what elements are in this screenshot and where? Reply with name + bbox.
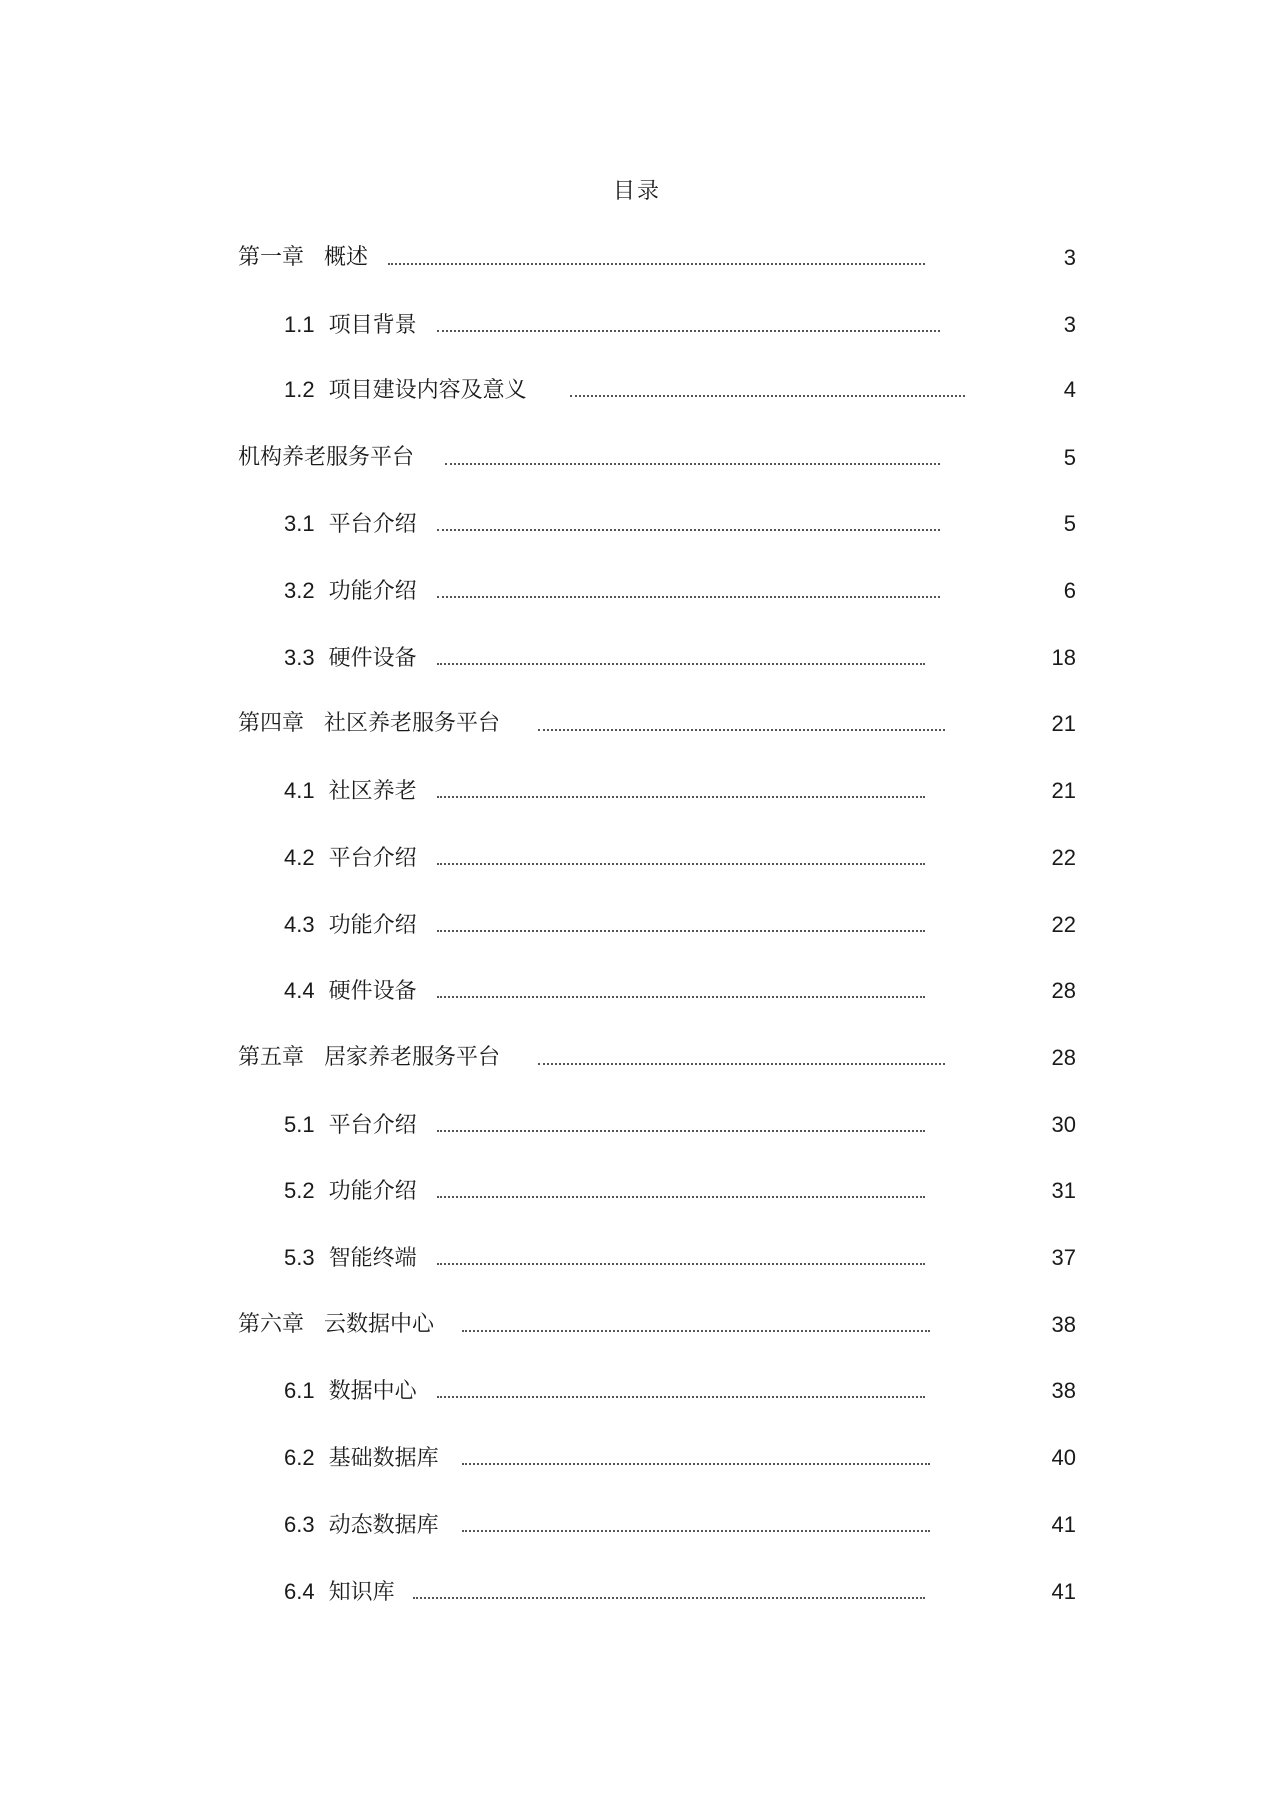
toc-section-number: 1.2 [284, 377, 315, 402]
toc-page-number: 31 [1051, 1178, 1076, 1203]
toc-page-number: 38 [1051, 1312, 1076, 1337]
toc-dot-leader [538, 729, 945, 731]
toc-page-number: 22 [1051, 845, 1076, 870]
toc-page-number: 6 [1063, 578, 1076, 603]
toc-entry-label [284, 308, 417, 343]
toc-entry-label [284, 1174, 417, 1209]
toc-section-entry[interactable] [0, 1108, 1274, 1142]
toc-entry-text: 平台介绍 [328, 1113, 417, 1138]
toc-entry-text: 功能介绍 [328, 579, 417, 604]
toc-section-number: 4.2 [284, 845, 315, 870]
toc-dot-leader [437, 930, 925, 932]
toc-dot-leader [437, 663, 925, 665]
toc-dot-leader [437, 1263, 925, 1265]
toc-page-number: 3 [1063, 312, 1076, 337]
toc-page-number: 4 [1063, 377, 1076, 402]
toc-section-number: 6.2 [284, 1445, 315, 1470]
toc-entry-label [284, 1241, 417, 1276]
toc-entry-text: 平台介绍 [328, 512, 417, 537]
toc-section-number: 6.4 [284, 1579, 315, 1604]
toc-dot-leader [538, 1063, 945, 1065]
toc-title: 目录 [612, 179, 661, 204]
toc-section-entry[interactable] [0, 1241, 1274, 1275]
toc-entry-label [284, 1108, 417, 1143]
toc-entry-text: 智能终端 [328, 1246, 417, 1271]
toc-entry-label [284, 908, 417, 943]
toc-entry-text: 云数据中心 [324, 1312, 435, 1337]
toc-dot-leader [437, 1196, 925, 1198]
toc-section-entry[interactable] [0, 1374, 1274, 1408]
toc-dot-leader [437, 863, 925, 865]
toc-entry-label [284, 1441, 439, 1476]
toc-entry-label [284, 641, 417, 676]
toc-dot-leader [437, 529, 940, 531]
toc-entry-text: 硬件设备 [328, 979, 417, 1004]
toc-section-entry[interactable] [0, 574, 1274, 608]
toc-entry-label [284, 974, 417, 1009]
toc-chapter-prefix: 第六章 [238, 1312, 305, 1337]
toc-entry-text: 知识库 [328, 1580, 395, 1605]
toc-chapter-prefix: 第五章 [238, 1045, 305, 1070]
toc-dot-leader [437, 996, 925, 998]
toc-section-number: 4.1 [284, 778, 315, 803]
toc-section-entry[interactable] [0, 1575, 1274, 1609]
toc-dot-leader [437, 1130, 925, 1132]
toc-entry-text: 概述 [324, 245, 369, 270]
toc-entry-text: 平台介绍 [328, 846, 417, 871]
toc-dot-leader [413, 1597, 925, 1599]
toc-page-number: 28 [1051, 978, 1076, 1003]
toc-entry-label [284, 1374, 417, 1409]
toc-dot-leader [462, 1330, 930, 1332]
toc-section-entry[interactable] [0, 774, 1274, 808]
toc-section-number: 4.3 [284, 912, 315, 937]
toc-entry-label [284, 507, 417, 542]
toc-entry-text: 数据中心 [328, 1379, 417, 1404]
toc-entry-label [284, 1508, 439, 1543]
toc-section-entry[interactable] [0, 373, 1274, 407]
toc-chapter-prefix: 第四章 [238, 711, 305, 736]
toc-dot-leader [388, 263, 925, 265]
toc-page-number: 41 [1051, 1512, 1076, 1537]
toc-entry-label [284, 774, 417, 809]
toc-entry-label [238, 1308, 434, 1342]
toc-chapter-entry[interactable] [0, 1308, 1274, 1342]
toc-section-number: 3.3 [284, 645, 315, 670]
toc-section-number: 4.4 [284, 978, 315, 1003]
toc-section-entry[interactable] [0, 908, 1274, 942]
toc-dot-leader [570, 395, 965, 397]
toc-dot-leader [462, 1530, 930, 1532]
toc-dot-leader [462, 1463, 930, 1465]
toc-entry-label [238, 1041, 500, 1075]
toc-section-number: 1.1 [284, 312, 315, 337]
toc-entry-text: 功能介绍 [328, 1179, 417, 1204]
toc-entry-label [238, 241, 368, 275]
toc-entry-label [238, 441, 414, 475]
toc-chapter-prefix: 第一章 [238, 245, 305, 270]
toc-page-number: 28 [1051, 1045, 1076, 1070]
toc-dot-leader [445, 463, 940, 465]
toc-section-entry[interactable] [0, 1174, 1274, 1208]
toc-entry-label [238, 707, 500, 741]
toc-entry-label [284, 841, 417, 876]
toc-page-number: 22 [1051, 912, 1076, 937]
toc-section-entry[interactable] [0, 1441, 1274, 1475]
toc-chapter-entry[interactable] [0, 241, 1274, 275]
toc-section-number: 3.1 [284, 511, 315, 536]
toc-section-entry[interactable] [0, 641, 1274, 675]
toc-entry-text: 功能介绍 [328, 913, 417, 938]
toc-entry-text: 硬件设备 [328, 646, 417, 671]
toc-page-number: 40 [1051, 1445, 1076, 1470]
toc-entry-text: 项目建设内容及意义 [328, 378, 527, 403]
toc-entry-text: 机构养老服务平台 [238, 445, 415, 470]
toc-entry-label [284, 574, 417, 609]
toc-page-number: 41 [1051, 1579, 1076, 1604]
toc-entry-text: 项目背景 [328, 313, 417, 338]
toc-page-number: 37 [1051, 1245, 1076, 1270]
toc-page-number: 21 [1051, 778, 1076, 803]
toc-section-number: 5.3 [284, 1245, 315, 1270]
toc-page-number: 30 [1051, 1112, 1076, 1137]
toc-entry-text: 基础数据库 [328, 1446, 439, 1471]
toc-entry-label [284, 373, 527, 408]
toc-section-entry[interactable] [0, 1508, 1274, 1542]
toc-dot-leader [437, 596, 940, 598]
toc-chapter-entry[interactable] [0, 1041, 1274, 1075]
toc-chapter-entry[interactable] [0, 441, 1274, 475]
toc-entry-text: 动态数据库 [328, 1513, 439, 1538]
toc-section-entry[interactable] [0, 841, 1274, 875]
toc-section-number: 5.1 [284, 1112, 315, 1137]
toc-page-number: 5 [1063, 511, 1076, 536]
toc-section-number: 5.2 [284, 1178, 315, 1203]
toc-page-number: 3 [1063, 245, 1076, 270]
toc-entry-label [284, 1575, 395, 1610]
toc-section-entry[interactable] [0, 974, 1274, 1008]
toc-page-number: 18 [1051, 645, 1076, 670]
toc-entry-text: 社区养老服务平台 [324, 711, 501, 736]
toc-chapter-entry[interactable] [0, 707, 1274, 741]
toc-page-number: 21 [1051, 711, 1076, 736]
toc-section-entry[interactable] [0, 507, 1274, 541]
toc-page-number: 5 [1063, 445, 1076, 470]
toc-dot-leader [437, 330, 940, 332]
toc-entry-text: 社区养老 [328, 779, 417, 804]
toc-section-number: 3.2 [284, 578, 315, 603]
toc-page-number: 38 [1051, 1378, 1076, 1403]
toc-entry-text: 居家养老服务平台 [324, 1045, 501, 1070]
toc-section-number: 6.3 [284, 1512, 315, 1537]
toc-dot-leader [437, 1396, 925, 1398]
toc-dot-leader [437, 796, 925, 798]
toc-section-entry[interactable] [0, 308, 1274, 342]
toc-section-number: 6.1 [284, 1378, 315, 1403]
